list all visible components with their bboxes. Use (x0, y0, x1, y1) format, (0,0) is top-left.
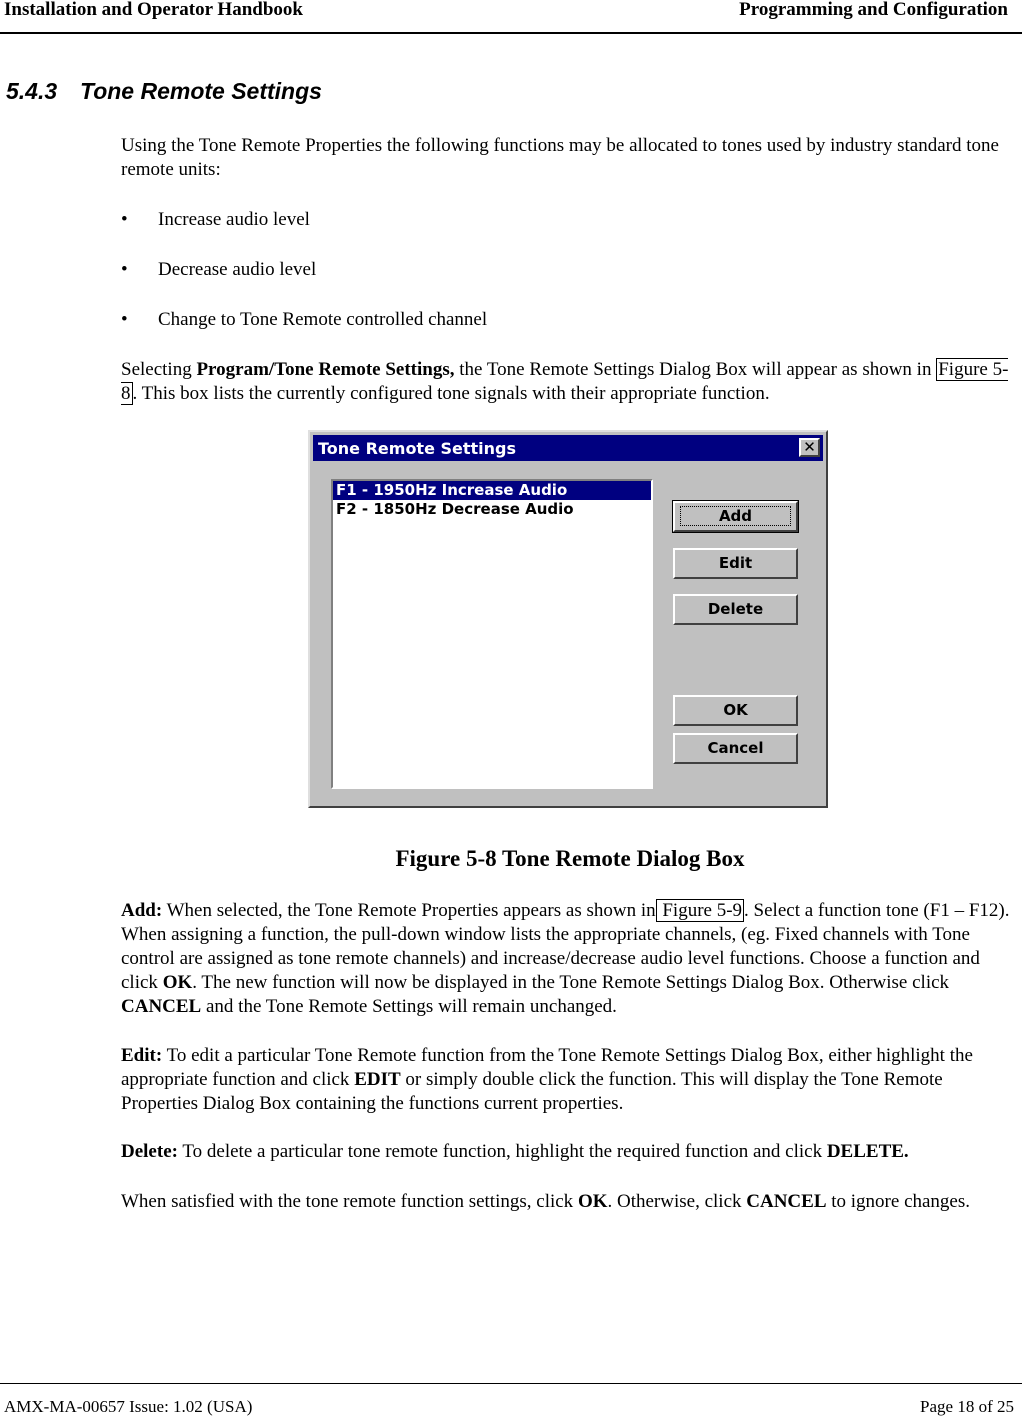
header-rule (0, 32, 1022, 34)
figure-5-8-link[interactable]: Figure 5-8 (121, 359, 1009, 404)
delete-paragraph: Delete: To delete a particular tone remote function, highlight the required function and click DELETE. (121, 1141, 909, 1162)
bullet-item: • Increase audio level (121, 209, 310, 230)
close-icon: ✕ (803, 438, 816, 456)
bullet-icon: • (121, 259, 128, 280)
dialog-title-bar[interactable] (313, 435, 823, 461)
add-button[interactable]: Add (673, 501, 798, 532)
list-item[interactable]: F2 - 1850Hz Decrease Audio (336, 500, 574, 518)
selecting-paragraph: Selecting Program/Tone Remote Settings, the Tone Remote Settings Dialog Box will appear as shown in Figure 5-8 . This box lists the currently configured tone signals with their appropriate function. (121, 359, 1009, 404)
intro-paragraph: Using the Tone Remote Properties the following functions may be allocated to tones used by industry standard tone remote units: (121, 135, 999, 180)
delete-button[interactable]: Delete (673, 594, 798, 625)
satisfied-paragraph: When satisfied with the tone remote function settings, click OK. Otherwise, click CANCEL to ignore changes. (121, 1191, 971, 1212)
edit-button[interactable]: Edit (673, 548, 798, 579)
footer-document-id: AMX-MA-00657 Issue: 1.02 (USA) (4, 1397, 253, 1416)
tone-function-listbox[interactable] (331, 479, 653, 789)
section-title: Tone Remote Settings (80, 78, 322, 104)
tone-remote-settings-dialog (308, 430, 828, 808)
figure-caption: Figure 5-8 Tone Remote Dialog Box (395, 846, 745, 871)
section-number: 5.4.3 (6, 78, 58, 104)
cancel-button[interactable]: Cancel (673, 733, 798, 764)
bullet-icon: • (121, 309, 128, 330)
dialog-title: Tone Remote Settings (318, 439, 517, 458)
bullet-icon: • (121, 209, 128, 230)
figure-5-9-link[interactable]: Figure 5-9 (657, 900, 743, 921)
header-right-title: Programming and Configuration (739, 0, 1008, 20)
add-paragraph: Add: When selected, the Tone Remote Properties appears as shown in Figure 5-9 . Select a function tone (F1 – F12). When assigning a function, the pull-down window lists the appropriate channels, (eg. Fixed channels with Tone control are assigned as tone remote channels) and increase/decrease audio level functions. Choose a function and click OK. The new function will now be displayed in the Tone Remote Settings Dialog Box. Otherwise click CANCEL and the Tone Remote Settings will remain unchanged. (121, 900, 1010, 1017)
bullet-item: • Decrease audio level (121, 259, 317, 280)
footer-rule (0, 1383, 1022, 1384)
close-button[interactable] (799, 438, 820, 457)
edit-paragraph: Edit: To edit a particular Tone Remote function from the Tone Remote Settings Dialog Box, either highlight the appropriate function and click EDIT or simply double click the function. This will display the Tone Remote Properties Dialog Box containing the functions current properties. (121, 1045, 973, 1114)
ok-button[interactable]: OK (673, 695, 798, 726)
list-item[interactable]: F1 - 1950Hz Increase Audio (333, 481, 651, 500)
bullet-item: • Change to Tone Remote controlled channel (121, 309, 488, 330)
header-left-title: Installation and Operator Handbook (4, 0, 303, 20)
footer-page-number: Page 18 of 25 (920, 1397, 1014, 1416)
section-heading (6, 78, 322, 105)
